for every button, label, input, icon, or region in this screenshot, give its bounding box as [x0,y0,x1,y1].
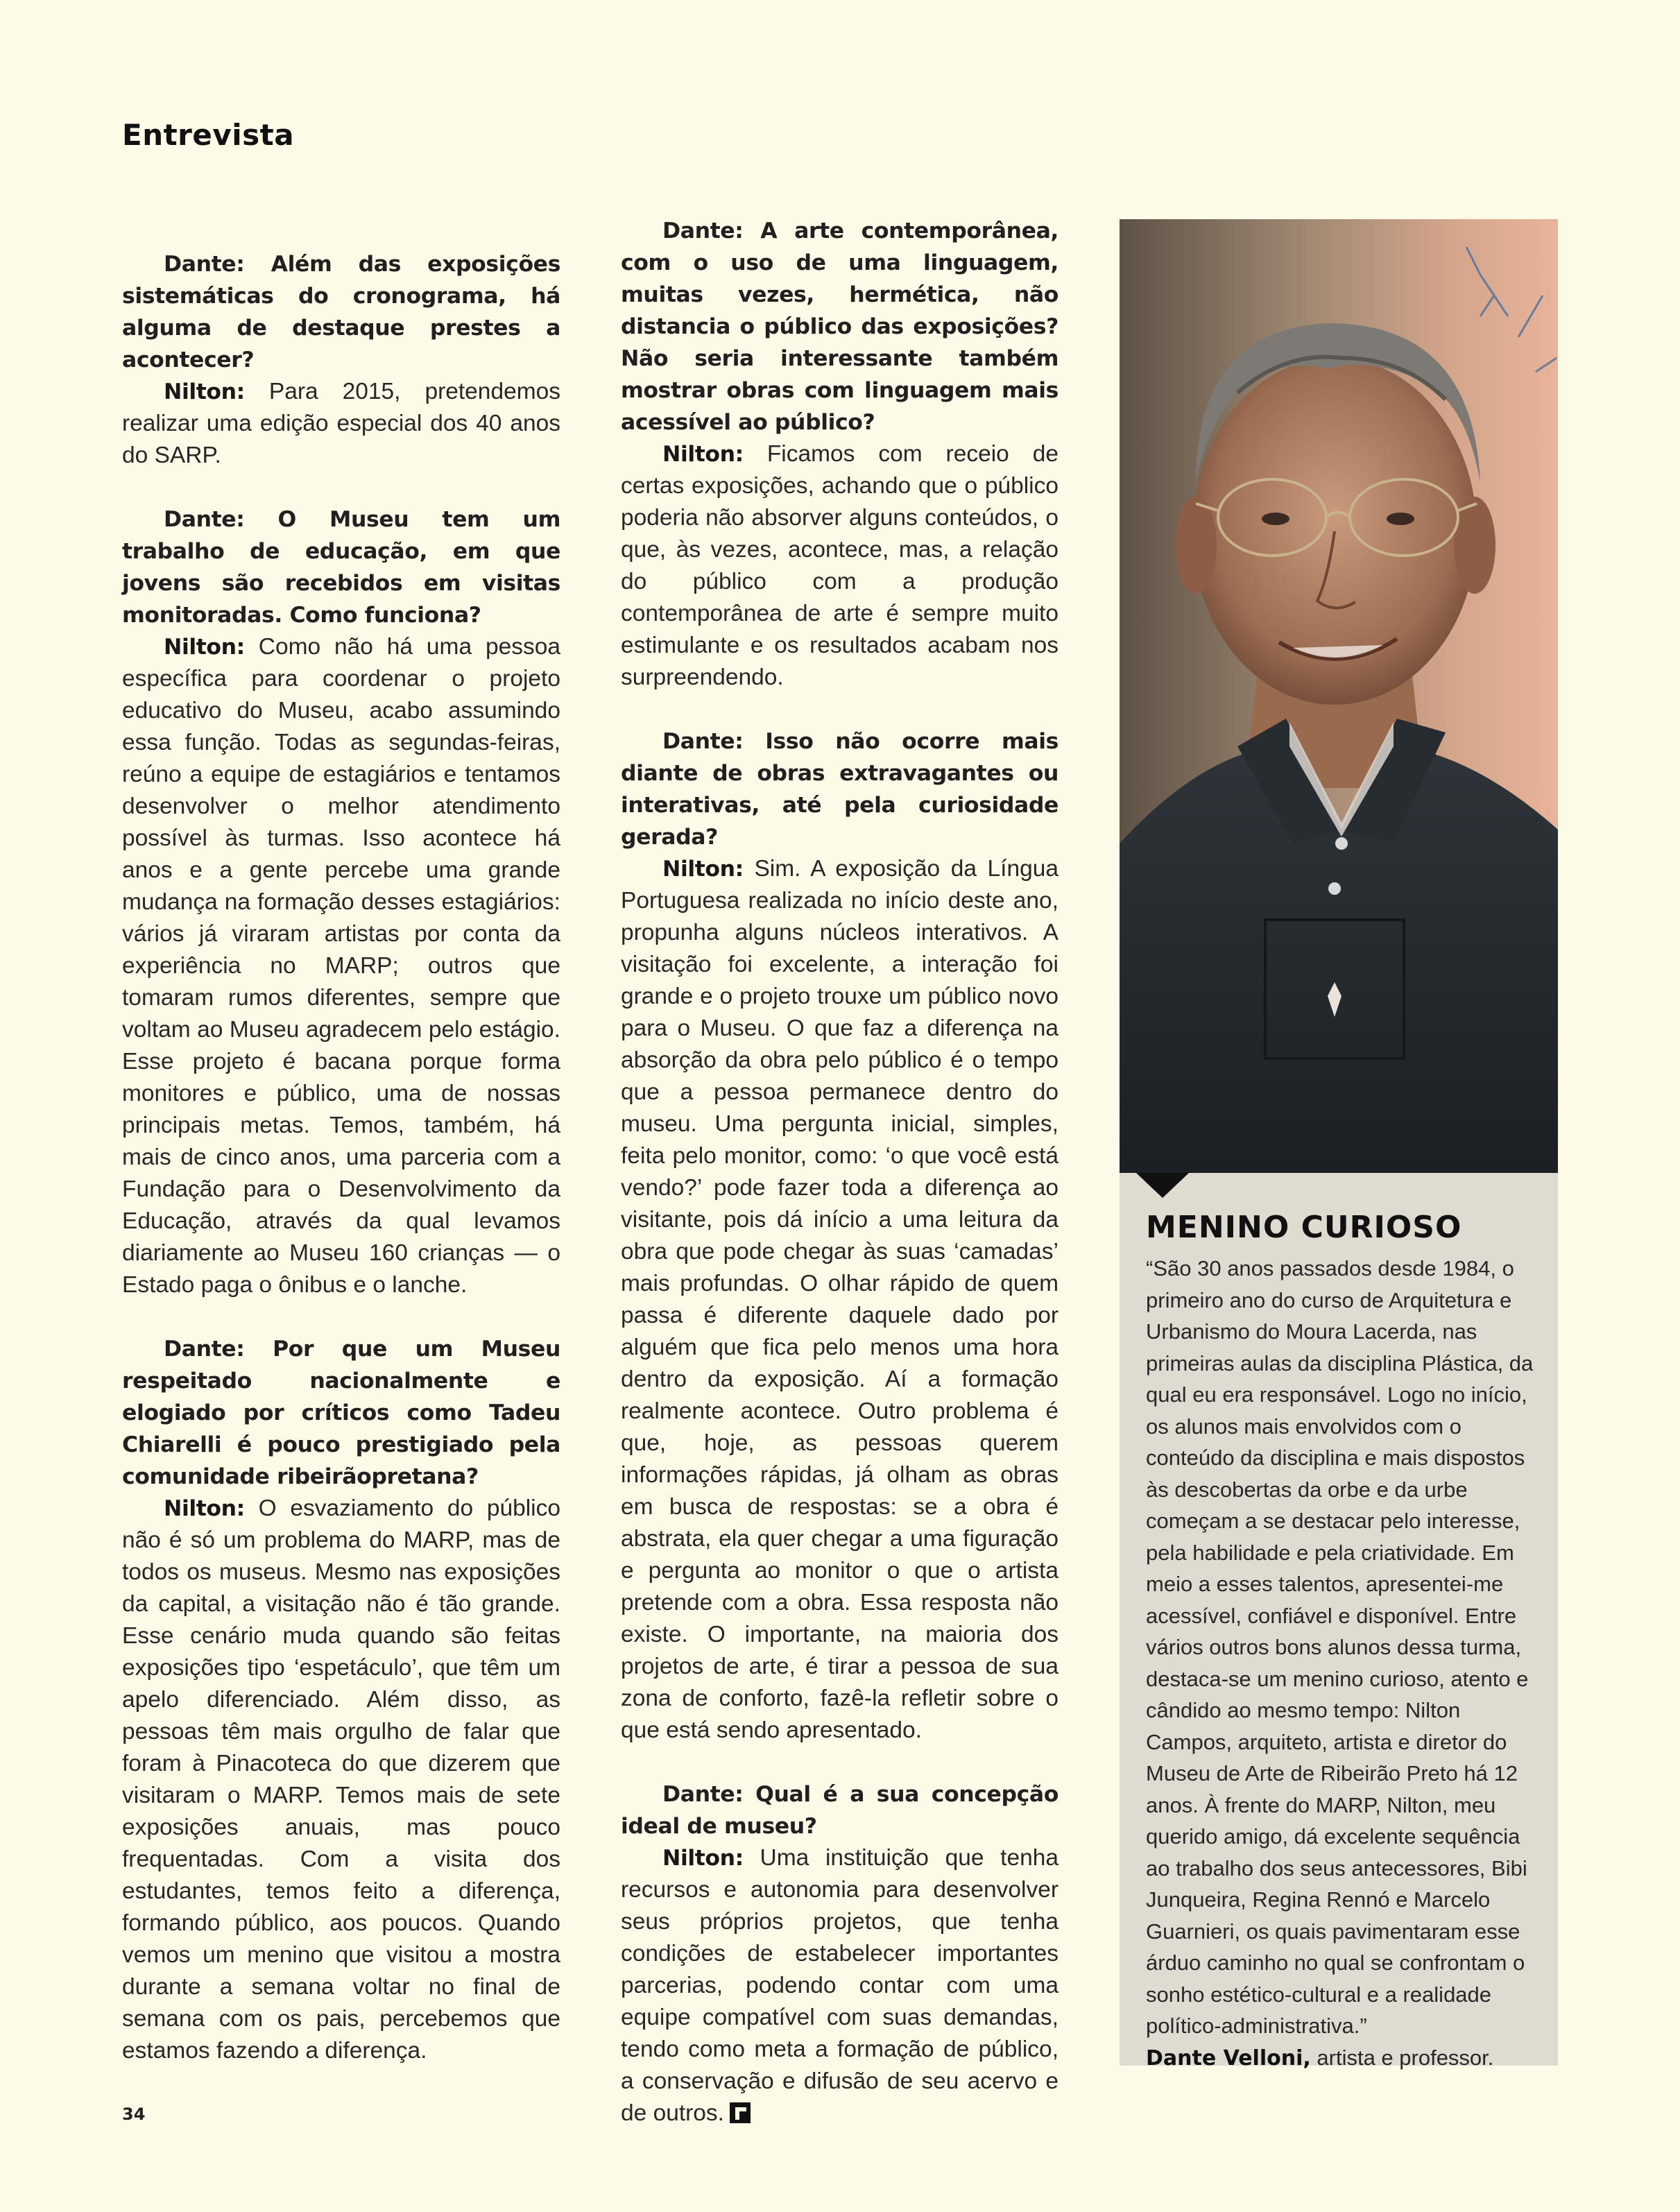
sidebar-title: MENINO CURIOSO [1146,1210,1462,1245]
interview-question: Dante: Qual é a sua concepção ideal de museu? [621,1782,1058,1839]
sidebar-quote-text: “São 30 anos passados desde 1984, o primeiro ano do curso de Arquitetura e Urbanismo do Moura Lacerda, nas primeiras aulas da disciplina Plástica, da qual eu era responsável. Logo no início, os alunos mais envolvidos com o conteúdo da disciplina e mais dispostos às descobertas da orbe e da urbe começam a se destacar pelo interesse, pela habilidade e pela criatividade. Em meio a esses talentos, apresentei-me acessível, confiável e disponível. Entre vários outros bons alunos dessa turma, destaca-se um menino curioso, atento e cândido ao mesmo tempo: Nilton Campos, arquiteto, artista e diretor do Museu de Arte de Ribeirão Preto há 12 anos. À frente do MARP, Nilton, meu querido amigo, dá excelente sequência ao trabalho dos seus antecessores, Bibi Junqueira, Regina Rennó e Marcelo Guarnieri, os quais pavimentaram esse árduo caminho no qual se confrontam o sonho estético-cultural e a realidade político-administrativa.” [1146,1256,1534,2038]
interview-answer [621,853,1058,1747]
answer-text: Como não há uma pessoa específica para coordenar o projeto educativo do Museu, acabo assumindo essa função. Todas as segundas-feiras, reúno a equipe de estagiários e tentamos desenvolver o melhor atendimento possível às turmas. Isso acontece há anos e a gente percebe uma grande mudança na formação desses estagiários: vários já viraram artistas por conta da experiência no MARP; outros que tomaram rumos diferentes, sempre que voltam ao Museu agradecem pelo estágio. Esse projeto é bacana porque forma monitores e público, uma de nossas principais metas. Temos, também, há mais de cinco anos, uma parceria com a Fundação para o Desenvolvimento da Educação, através da qual levamos diariamente ao Museu 160 crianças — o Estado paga o ônibus e o lanche. [122,634,560,1298]
interview-question: Dante: A arte contemporânea, com o uso de uma linguagem, muitas vezes, hermética, não distancia o público das exposições? Não seria interessante também mostrar obras com linguagem mais acessível ao público? [621,218,1058,435]
section-label: Entrevista [122,118,295,152]
answer-text: Para 2015, pretendemos realizar uma edição especial dos 40 anos do SARP. [122,379,560,468]
signature-role: artista e professor. [1310,2045,1494,2070]
interview-question: Dante: O Museu tem um trabalho de educação, em que jovens são recebidos em visitas monitoradas. Como funciona? [122,507,560,628]
paragraph-gap [621,1747,1058,1778]
end-of-article-icon [730,2102,751,2123]
signature-name: Dante Velloni, [1146,2046,1311,2070]
interview-answer [122,376,560,472]
speaker-name: Nilton: [662,442,744,467]
answer-text: Ficamos com receio de certas exposições, achando que o público poderia não absorver alguns conteúdos, o que, às vezes, acontece, mas, a relação do público com a produção contemporânea de arte é sempre muito estimulante e os resultados acabam nos surpreendendo. [621,441,1058,690]
speaker-name: Nilton: [662,857,744,882]
speaker-name: Nilton: [164,379,245,404]
interview-question: Dante: Isso não ocorre mais diante de obras extravagantes ou interativas, até pela curiosidade gerada? [621,729,1058,850]
page-number: 34 [122,2104,146,2124]
answer-text: Sim. A exposição da Língua Portuguesa realizada no início deste ano, propunha alguns núcleos interativos. A visitação foi excelente, a interação foi grande e o projeto trouxe um público novo para o Museu. O que faz a diferença na absorção da obra pelo público é o tempo que a pessoa permanece dentro do museu. Uma pergunta inicial, simples, feita pelo monitor, como: ‘o que você está vendo?’ pode fazer toda a diferença ao visitante, pois dá início a uma leitura da obra que pode chegar às suas ‘camadas’ mais profundas. O olhar rápido de quem passa é diferente daquele dado por alguém que fica pelo menos uma hora dentro da exposição. Aí a formação realmente acontece. Outro problema é que, hoje, as pessoas querem informações rápidas, já olham as obras em busca de respostas: se a obra é abstrata, ela quer chegar a uma figuração e pergunta ao monitor o que o artista pretende com a obra. Essa resposta não existe. O importante, na maioria dos projetos de arte, é tirar a pessoa de sua zona de conforto, fazê-la refletir sobre o que está sendo apresentado. [621,856,1058,1743]
speaker-name: Nilton: [662,1846,744,1871]
interview-question: Dante: Além das exposições sistemáticas do cronograma, há alguma de destaque prestes a acontecer? [122,252,560,372]
answer-text: O esvaziamento do público não é só um problema do MARP, mas de todos os museus. Mesmo nas exposições da capital, a visitação não é tão grande. Esse cenário muda quando são feitas exposições tipo ‘espetáculo’, que têm um apelo diferenciado. Além disso, as pessoas têm mais orgulho de falar que foram à Pinacoteca do que dizerem que visitaram o MARP. Temos mais de sete exposições anuais, mas pouco frequentadas. Com a visita dos estudantes, temos feito a diferença, formando público, aos poucos. Quando vemos um menino que visitou a mostra durante a semana voltar no final de semana com os pais, percebemos que estamos fazendo a diferença. [122,1495,560,2064]
paragraph-gap [122,1301,560,1333]
paragraph-gap [621,694,1058,726]
article-column-1 [122,248,560,2067]
interview-answer [621,1842,1058,2129]
article-column-2 [621,215,1058,2129]
speaker-name: Nilton: [164,635,245,660]
speaker-name: Nilton: [164,1496,245,1521]
interview-answer [122,1493,560,2067]
sidebar-quote [1146,1253,1547,2074]
portrait-photo [1120,219,1558,1173]
interview-question: Dante: Por que um Museu respeitado nacionalmente e elogiado por críticos como Tadeu Chiarelli é pouco prestigiado pela comunidade ribeirãopretana? [122,1337,560,1489]
portrait-illustration [1120,219,1558,1173]
interview-answer [621,438,1058,694]
paragraph-gap [122,472,560,504]
caption-pointer [1136,1173,1189,1198]
answer-text: Uma instituição que tenha recursos e autonomia para desenvolver seus próprios projetos, que tenha condições de estabelecer importantes parcerias, podendo contar com uma equipe compatível com suas demandas, tendo como meta a formação de público, a conservação e difusão de seu acervo e de outros. [621,1845,1058,2126]
sidebar-box [1120,219,1558,2070]
interview-answer [122,631,560,1301]
